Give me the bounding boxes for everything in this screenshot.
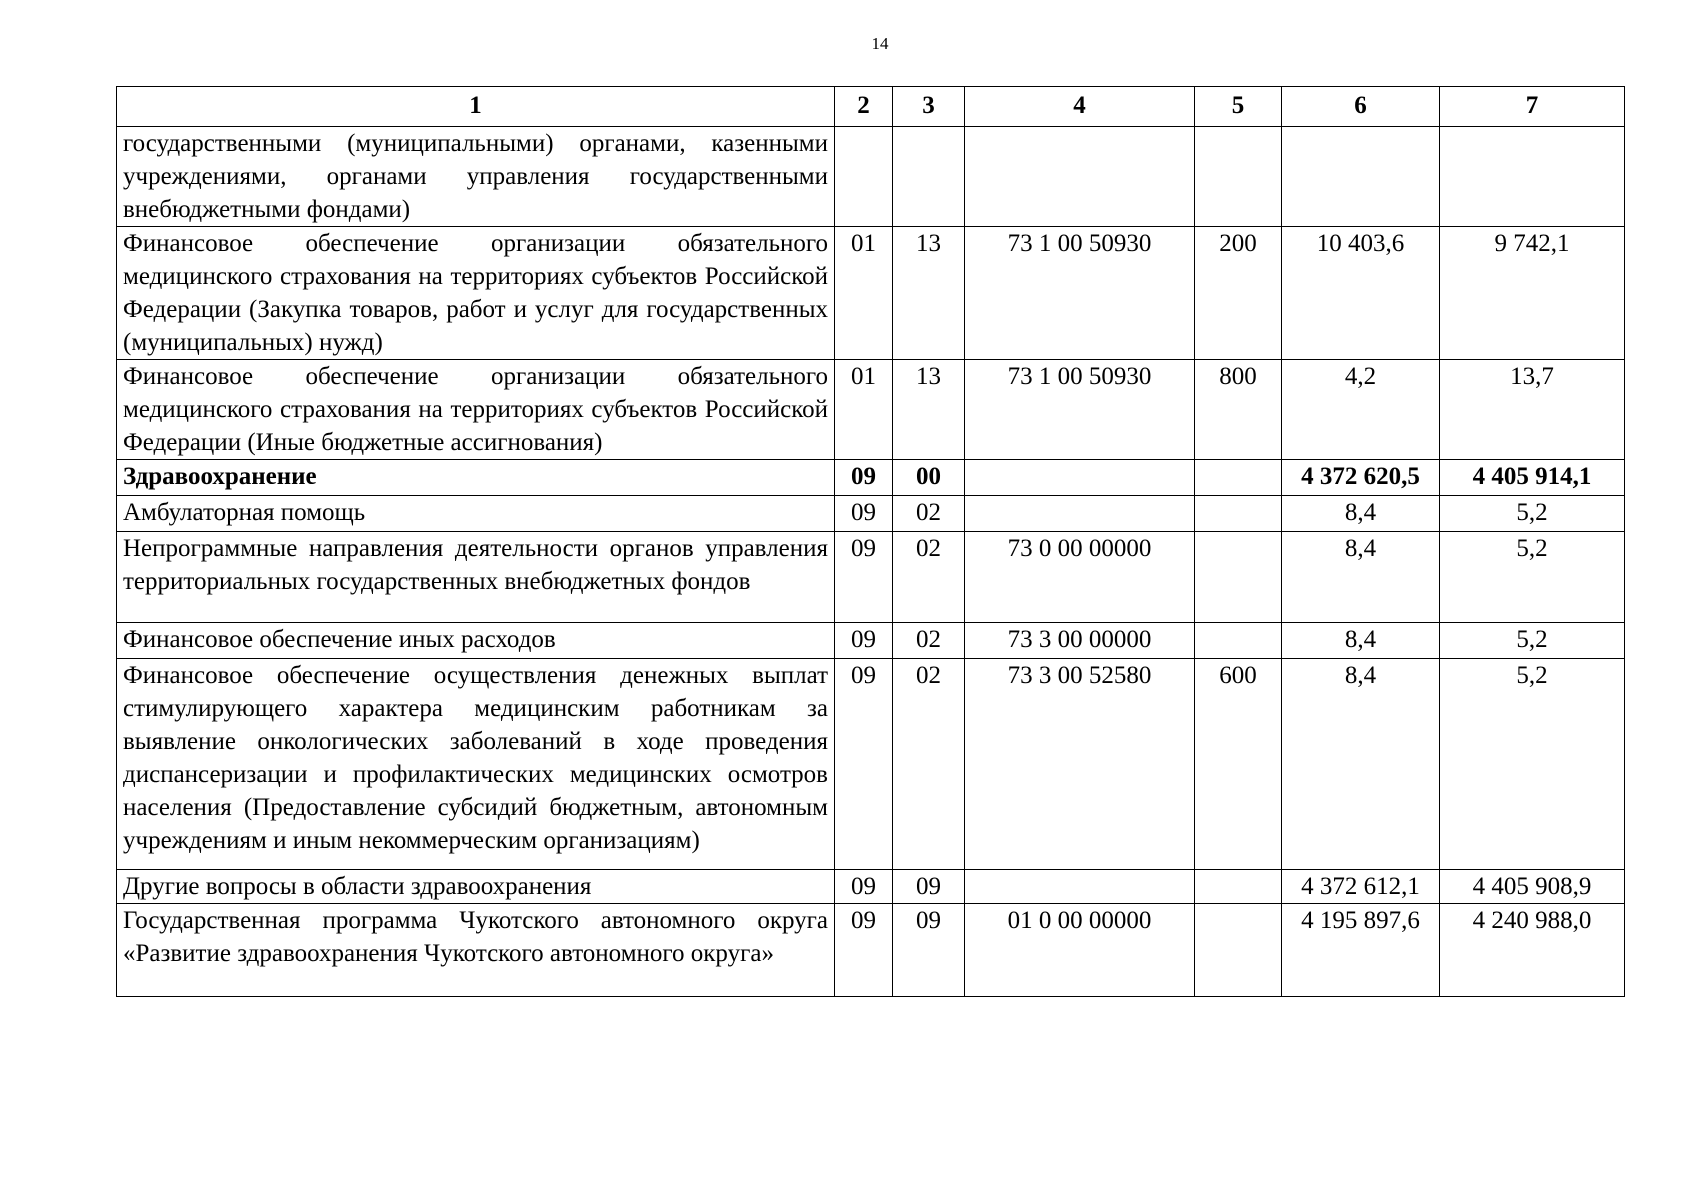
expense-type-cell: 200 xyxy=(1195,227,1282,360)
expense-type-cell: 800 xyxy=(1195,360,1282,460)
table-row xyxy=(117,623,1625,659)
subsection-code-cell: 02 xyxy=(893,623,965,659)
table-row xyxy=(117,659,1625,870)
column-header-7: 7 xyxy=(1440,87,1625,127)
target-article-cell xyxy=(965,870,1195,904)
subsection-code-cell: 00 xyxy=(893,460,965,496)
column-header-2: 2 xyxy=(835,87,893,127)
amount-year1-cell: 4 372 620,5 xyxy=(1282,460,1440,496)
section-code-cell: 09 xyxy=(835,904,893,997)
section-code-cell: 09 xyxy=(835,659,893,870)
section-code-cell xyxy=(835,127,893,227)
column-header-6: 6 xyxy=(1282,87,1440,127)
row-name-cell: Другие вопросы в области здравоохранения xyxy=(117,870,835,904)
amount-year2-cell: 5,2 xyxy=(1440,623,1625,659)
subsection-code-cell: 13 xyxy=(893,227,965,360)
subsection-code-cell xyxy=(893,127,965,227)
section-code-cell: 01 xyxy=(835,360,893,460)
amount-year1-cell: 10 403,6 xyxy=(1282,227,1440,360)
row-name-cell: государственными (муниципальными) органами, казенными учреждениями, органами управления государственными внебюджетными фондами) xyxy=(117,127,835,227)
section-code-cell: 09 xyxy=(835,623,893,659)
amount-year1-cell: 8,4 xyxy=(1282,659,1440,870)
amount-year2-cell: 5,2 xyxy=(1440,659,1625,870)
table-row xyxy=(117,460,1625,496)
expense-type-cell: 600 xyxy=(1195,659,1282,870)
table-row xyxy=(117,227,1625,360)
column-header-1: 1 xyxy=(117,87,835,127)
subsection-code-cell: 09 xyxy=(893,870,965,904)
expense-type-cell xyxy=(1195,496,1282,532)
target-article-cell: 73 3 00 00000 xyxy=(965,623,1195,659)
row-name-cell: Финансовое обеспечение иных расходов xyxy=(117,623,835,659)
budget-table xyxy=(116,86,1625,997)
row-name-cell: Финансовое обеспечение организации обязательного медицинского страхования на территориях субъектов Российской Федерации (Закупка товаров, работ и услуг для государственных (муниципальных) нужд) xyxy=(117,227,835,360)
target-article-cell: 73 1 00 50930 xyxy=(965,360,1195,460)
subsection-code-cell: 09 xyxy=(893,904,965,997)
row-name-cell: Непрограммные направления деятельности органов управления территориальных государственных внебюджетных фондов xyxy=(117,532,835,623)
section-code-cell: 09 xyxy=(835,460,893,496)
amount-year2-cell: 5,2 xyxy=(1440,532,1625,623)
table-row xyxy=(117,532,1625,623)
row-name-cell: Финансовое обеспечение осуществления денежных выплат стимулирующего характера медицинским работникам за выявление онкологических заболеваний в ходе проведения диспансеризации и профилактических медицинских осмотров населения (Предоставление субсидий бюджетным, автономным учреждениям и иным некоммерческим организациям) xyxy=(117,659,835,870)
amount-year2-cell: 4 240 988,0 xyxy=(1440,904,1625,997)
target-article-cell: 73 0 00 00000 xyxy=(965,532,1195,623)
amount-year2-cell: 5,2 xyxy=(1440,496,1625,532)
expense-type-cell xyxy=(1195,460,1282,496)
table-row xyxy=(117,496,1625,532)
expense-type-cell xyxy=(1195,904,1282,997)
subsection-code-cell: 13 xyxy=(893,360,965,460)
section-code-cell: 09 xyxy=(835,870,893,904)
amount-year2-cell: 4 405 914,1 xyxy=(1440,460,1625,496)
row-name-cell: Здравоохранение xyxy=(117,460,835,496)
section-code-cell: 09 xyxy=(835,532,893,623)
row-name-cell: Финансовое обеспечение организации обязательного медицинского страхования на территориях субъектов Российской Федерации (Иные бюджетные ассигнования) xyxy=(117,360,835,460)
amount-year1-cell: 4,2 xyxy=(1282,360,1440,460)
amount-year1-cell: 8,4 xyxy=(1282,496,1440,532)
subsection-code-cell: 02 xyxy=(893,496,965,532)
table-row xyxy=(117,904,1625,997)
amount-year2-cell: 9 742,1 xyxy=(1440,227,1625,360)
table-body xyxy=(117,127,1625,997)
amount-year2-cell: 13,7 xyxy=(1440,360,1625,460)
amount-year1-cell: 8,4 xyxy=(1282,532,1440,623)
amount-year2-cell: 4 405 908,9 xyxy=(1440,870,1625,904)
target-article-cell: 73 1 00 50930 xyxy=(965,227,1195,360)
target-article-cell xyxy=(965,460,1195,496)
table-row xyxy=(117,127,1625,227)
target-article-cell: 01 0 00 00000 xyxy=(965,904,1195,997)
row-name-cell: Государственная программа Чукотского автономного округа «Развитие здравоохранения Чукотского автономного округа» xyxy=(117,904,835,997)
subsection-code-cell: 02 xyxy=(893,532,965,623)
target-article-cell: 73 3 00 52580 xyxy=(965,659,1195,870)
subsection-code-cell: 02 xyxy=(893,659,965,870)
target-article-cell xyxy=(965,127,1195,227)
section-code-cell: 01 xyxy=(835,227,893,360)
column-header-4: 4 xyxy=(965,87,1195,127)
table-row xyxy=(117,870,1625,904)
expense-type-cell xyxy=(1195,127,1282,227)
column-header-5: 5 xyxy=(1195,87,1282,127)
row-name-cell: Амбулаторная помощь xyxy=(117,496,835,532)
amount-year1-cell: 4 372 612,1 xyxy=(1282,870,1440,904)
amount-year1-cell: 4 195 897,6 xyxy=(1282,904,1440,997)
section-code-cell: 09 xyxy=(835,496,893,532)
table-row xyxy=(117,360,1625,460)
amount-year1-cell: 8,4 xyxy=(1282,623,1440,659)
target-article-cell xyxy=(965,496,1195,532)
amount-year1-cell xyxy=(1282,127,1440,227)
page-number: 14 xyxy=(871,34,889,53)
expense-type-cell xyxy=(1195,870,1282,904)
expense-type-cell xyxy=(1195,623,1282,659)
table-header-row xyxy=(117,87,1625,127)
amount-year2-cell xyxy=(1440,127,1625,227)
expense-type-cell xyxy=(1195,532,1282,623)
column-header-3: 3 xyxy=(893,87,965,127)
